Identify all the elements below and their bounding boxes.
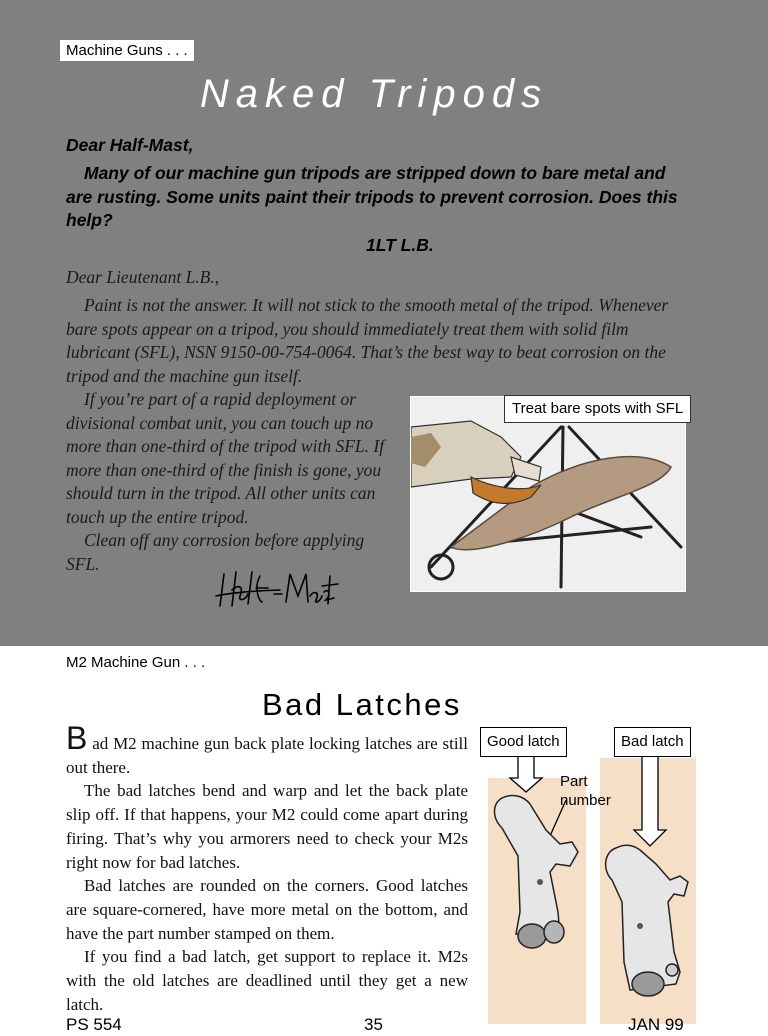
section-tag: Machine Guns . . . — [60, 40, 194, 61]
answer-paragraph-1: Paint is not the answer. It will not stick to the smooth metal of the tripod. Whenever bare spots appear on a tripod, you should immediately treat them with solid film lubricant (SFL), NSN 9150-00-754-0064. That’s the best way to beat corrosion on the tripod and the machine gun itself. — [66, 295, 669, 386]
half-mast-signature — [210, 566, 340, 612]
article-title-2: Bad Latches — [262, 687, 462, 722]
tripod-figure-caption: Treat bare spots with SFL — [504, 395, 691, 423]
footer-page-number: 35 — [364, 1015, 383, 1034]
bad-latch-part — [606, 845, 688, 996]
good-latch-label: Good latch — [480, 727, 567, 757]
answer-paragraph-3: Clean off any corrosion before applying SFL. — [66, 530, 365, 574]
footer-date: JAN 99 — [628, 1015, 684, 1034]
latch-paragraph-1 — [66, 720, 469, 779]
latch-article-body — [66, 720, 469, 1016]
question-salutation: Dear Half-Mast, — [66, 135, 194, 155]
bad-latch-label: Bad latch — [614, 727, 691, 757]
section-tag-2: M2 Machine Gun . . . — [66, 654, 206, 671]
question-body: Many of our machine gun tripods are stripped down to bare metal and are rusting. Some units paint their tripods to prevent corrosion. Does this help? — [66, 163, 678, 230]
part-number-label — [560, 772, 611, 810]
tripod-drawing — [411, 397, 686, 592]
drop-cap: B — [66, 720, 88, 756]
latch-paragraph-3: Bad latches are rounded on the corners. Good latches are square-cornered, have more metal on the bottom, and have the part number stamped on them. — [66, 876, 468, 943]
part-number-label-line-1: Part — [560, 773, 588, 790]
article-title: Naked Tripods — [199, 72, 549, 116]
latch-paragraph-1-text: ad M2 machine gun back plate locking latches are still out there. — [66, 734, 469, 777]
tripod-illustration — [410, 396, 686, 592]
answer-paragraphs — [66, 388, 402, 576]
question-signature: 1LT L.B. — [366, 235, 434, 255]
bad-latch-arrow — [634, 756, 666, 846]
footer-publication: PS 554 — [66, 1015, 122, 1034]
latch-paragraph-2: The bad latches bend and warp and let the back plate slip off. If that happens, your M2 could come apart during firing. That’s why you armorers need to check your M2s right now for bad latches. — [66, 781, 468, 872]
answer-salutation: Dear Lieutenant L.B., — [66, 267, 220, 287]
good-latch-part — [495, 796, 579, 948]
latch-paragraph-4: If you find a bad latch, get support to replace it. M2s with the old latches are deadlined until they get a new latch. — [66, 947, 468, 1014]
part-number-label-line-2: number — [560, 792, 611, 809]
answer-paragraph-2: If you’re part of a rapid deployment or divisional combat unit, you can touch up no more than one-third of the tripod with SFL. If more than one-third of the finish is gone, you should turn in the tripod. All other units can touch up the entire tripod. — [66, 389, 385, 527]
good-latch-arrow — [510, 756, 542, 792]
